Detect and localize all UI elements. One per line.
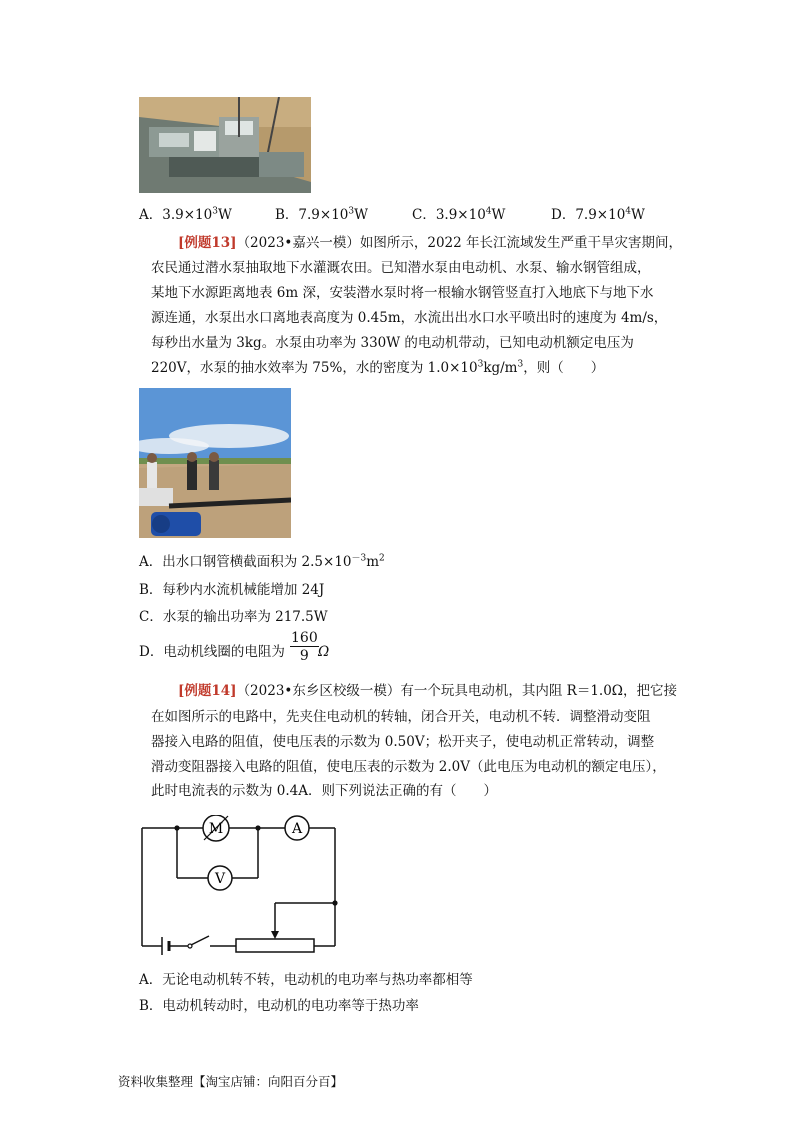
circuit-diagram bbox=[140, 815, 345, 955]
page-footer: 资料收集整理【淘宝店铺：向阳百分百】 bbox=[118, 1074, 344, 1089]
ammeter-label: A bbox=[291, 821, 303, 837]
voltmeter-symbol bbox=[208, 866, 232, 890]
water-pump-field-photo bbox=[139, 388, 291, 538]
ex13-option-a[interactable]: A．出水口钢管横截面积为 $2.5\times 10^{-3}m^2$ bbox=[139, 553, 385, 570]
ex13-option-c[interactable]: C．水泵的输出功率为 217.5W bbox=[139, 609, 328, 625]
prev-option-a[interactable]: A．$3.9\times 10^3W$ bbox=[139, 206, 232, 223]
ex14-option-a[interactable]: A．无论电动机转不转，电动机的电功率与热功率都相等 bbox=[139, 972, 473, 988]
ex13-line-6: 220V，水泵的抽水效率为 75%，水的密度为 $1.0\times 10^3kg/m^3$，则（ ） bbox=[151, 359, 605, 376]
ex14-label: [例题14] bbox=[178, 683, 237, 699]
motor-label: M bbox=[208, 821, 224, 837]
ex14-line-4: 滑动变阻器接入电路的阻值，使电压表的示数为 2.0V（此电压为电动机的额定电压）， bbox=[151, 759, 666, 775]
ex14-line-2: 在如图所示的电路中，先夹住电动机的转轴，闭合开关，电动机不转．调整滑动变阻 bbox=[151, 709, 651, 725]
ex14-line-1: [例题14]（2023•东乡区校级一模）有一个玩具电动机，其内阻 R＝1.0Ω，把它接 bbox=[178, 683, 677, 699]
ex13-line-3: 某地下水源距离地表 6m 深，安装潜水泵时将一根输水钢管竖直打入地底下与地下水 bbox=[151, 285, 654, 301]
ex13-line-2: 农民通过潜水泵抽取地下水灌溉农田。已知潜水泵由电动机、水泵、输水钢管组成， bbox=[151, 260, 651, 276]
ammeter-symbol bbox=[285, 816, 309, 840]
ex13-label: [例题13] bbox=[178, 235, 237, 251]
ex14-line-5: 此时电流表的示数为 0.4A．则下列说法正确的有（ ） bbox=[151, 783, 498, 799]
ex13-option-d-fraction: $\frac{160}{9}$ bbox=[291, 630, 318, 664]
ex13-line-5: 每秒出水量为 3kg。水泵由功率为 330W 的电动机带动，已知电动机额定电压为 bbox=[151, 335, 634, 351]
dredging-ship-photo bbox=[139, 97, 311, 193]
prev-option-b[interactable]: B．$7.9\times 10^3W$ bbox=[275, 206, 369, 223]
ex13-line-1: [例题13]（2023•嘉兴一模）如图所示，2022 年长江流域发生严重干旱灾害期间， bbox=[178, 235, 683, 251]
voltmeter-label: V bbox=[214, 871, 226, 887]
motor-symbol bbox=[203, 815, 229, 841]
ex13-option-d-unit: Ω bbox=[318, 644, 330, 660]
ex13-option-d[interactable]: D．电动机线圈的电阻为 bbox=[139, 644, 285, 660]
ex14-line-3: 器接入电路的阻值，使电压表的示数为 0.50V；松开夹子，使电动机正常转动，调整 bbox=[151, 734, 655, 750]
prev-option-c[interactable]: C．$3.9\times 10^4W$ bbox=[412, 206, 506, 223]
prev-option-d[interactable]: D．$7.9\times 10^4W$ bbox=[551, 206, 645, 223]
ex14-option-b[interactable]: B．电动机转动时，电动机的电功率等于热功率 bbox=[139, 998, 419, 1014]
ex13-option-b[interactable]: B．每秒内水流机械能增加 24J bbox=[139, 582, 325, 598]
ex13-line-4: 源连通，水泵出水口离地表高度为 0.45m，水流出出水口水平喷出时的速度为 4m/s， bbox=[151, 310, 668, 326]
